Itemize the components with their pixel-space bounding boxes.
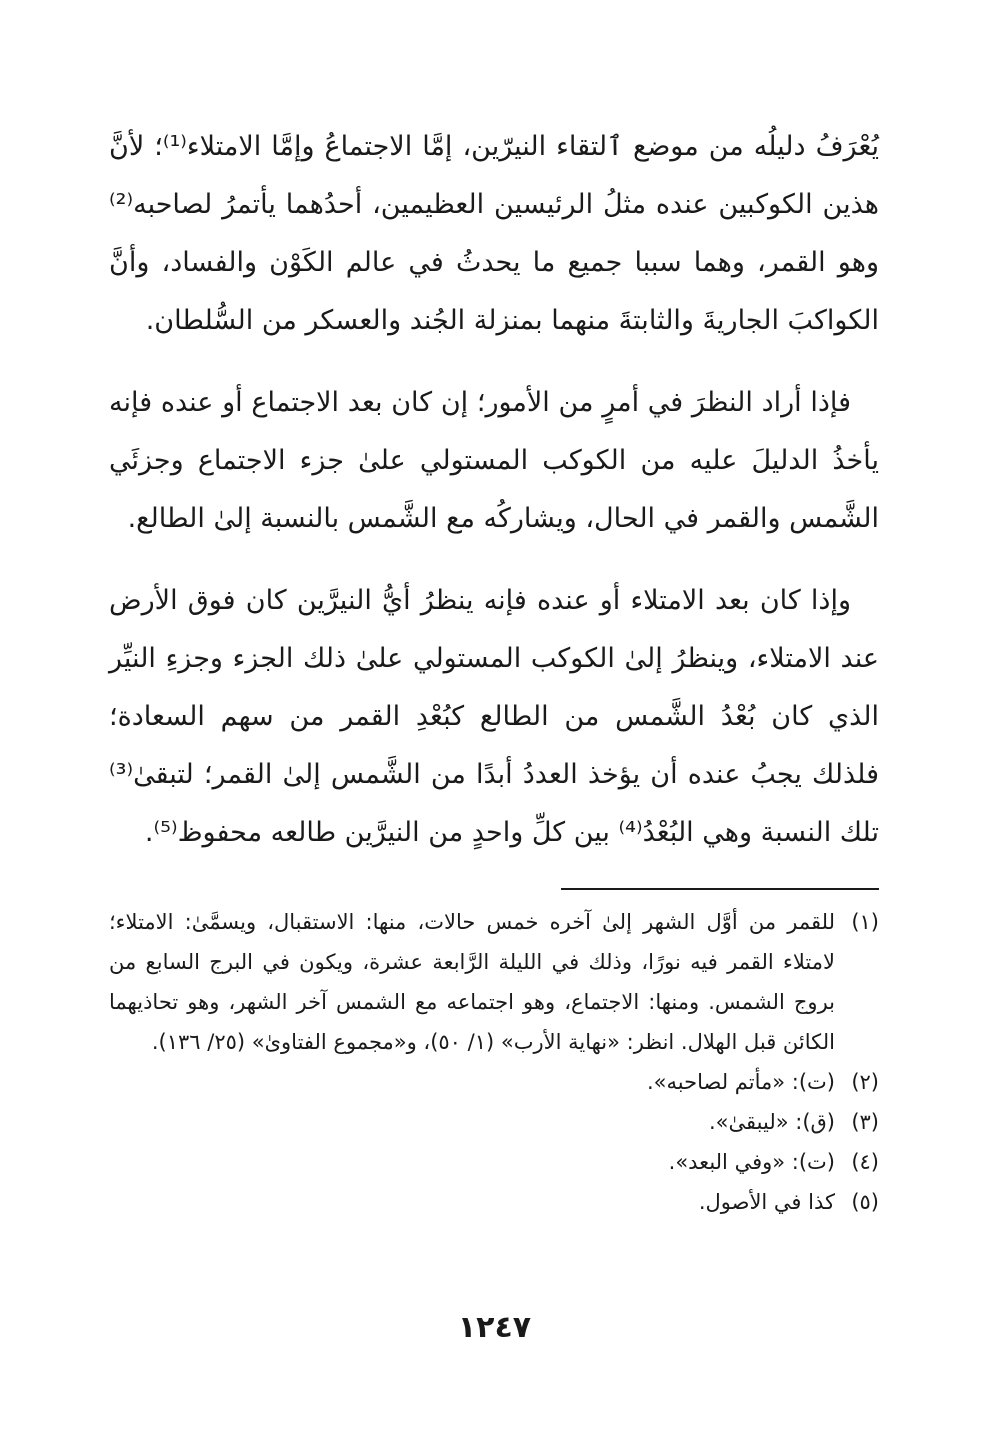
footnote-number: (٣) [851,1110,879,1134]
footnote-text: (ت): «وفي البعد». [668,1150,835,1174]
footnote-3 [109,1102,879,1142]
footnote-separator [561,888,879,890]
footnote-1 [109,902,879,1062]
footnote-number: (١) [851,910,879,934]
main-text [109,118,879,886]
paragraph-1: يُعْرَفُ دليلُه من موضع ٱلتقاء النيرّين، إمَّا الاجتماعُ وإمَّا الامتلاء⁽¹⁾؛ لأنَّ هذين الكوكبين عنده مثلُ الرئيسين العظيمين، أحدُهما يأتمرُ لصاحبه⁽²⁾ وهو القمر، وهما سببا جميع ما يحدثُ في عالم الكَوْن والفساد، وأنَّ الكواكبَ الجاريةَ والثابتةَ منهما بمنزلة الجُند والعسكر من السُّلطان. [109,131,879,336]
page-number: ١٢٤٧ [457,1310,532,1345]
footnote-text: للقمر من أوَّل الشهر إلىٰ آخره خمس حالات، منها: الاستقبال، ويسمَّىٰ: الامتلاء؛ لامتلاء القمر فيه نورًا، وذلك في الليلة الرَّابعة عشرة، ويكون في البرج السابع من بروج الشمس. ومنها: الاجتماع، وهو اجتماعه مع الشمس آخر الشهر، وهو تحاذيهما الكائن قبل الهلال. انظر: «نهاية الأرب» (١/ ٥٠)، و«مجموع الفتاوىٰ» (٢٥/ ١٣٦). [109,910,835,1054]
footnote-5 [109,1182,879,1222]
footnotes [109,902,879,1222]
footnote-2 [109,1062,879,1102]
footnote-number: (٢) [851,1070,879,1094]
footnote-text: (ق): «ليبقىٰ». [709,1110,835,1134]
footnote-4 [109,1142,879,1182]
footnote-number: (٤) [851,1150,879,1174]
footnote-text: (ت): «مأتم لصاحبه». [646,1070,835,1094]
footnote-number: (٥) [851,1190,879,1214]
paragraph-2: فإذا أراد النظرَ في أمرٍ من الأمور؛ إن كان بعد الاجتماع أو عنده فإنه يأخذُ الدليلَ عليه من الكوكب المستولي علىٰ جزء الاجتماع وجزئَي الشَّمس والقمر في الحال، ويشاركُه مع الشَّمس بالنسبة إلىٰ الطالع. [109,387,879,534]
footnote-text: كذا في الأصول. [698,1190,835,1214]
paragraph-3: وإذا كان بعد الامتلاء أو عنده فإنه ينظرُ أيُّ النيرَّين كان فوق الأرض عند الامتلاء، وينظرُ إلىٰ الكوكب المستولي علىٰ ذلك الجزء وجزءِ النيِّر الذي كان بُعْدُ الشَّمس من الطالع كبُعْدِ القمر من سهم السعادة؛ فلذلك يجبُ عنده أن يؤخذ العددُ أبدًا من الشَّمس إلىٰ القمر؛ لتبقىٰ⁽³⁾ تلك النسبة وهي البُعْدُ⁽⁴⁾ بين كلِّ واحدٍ من النيرَّين طالعه محفوظ⁽⁵⁾. [109,585,879,848]
